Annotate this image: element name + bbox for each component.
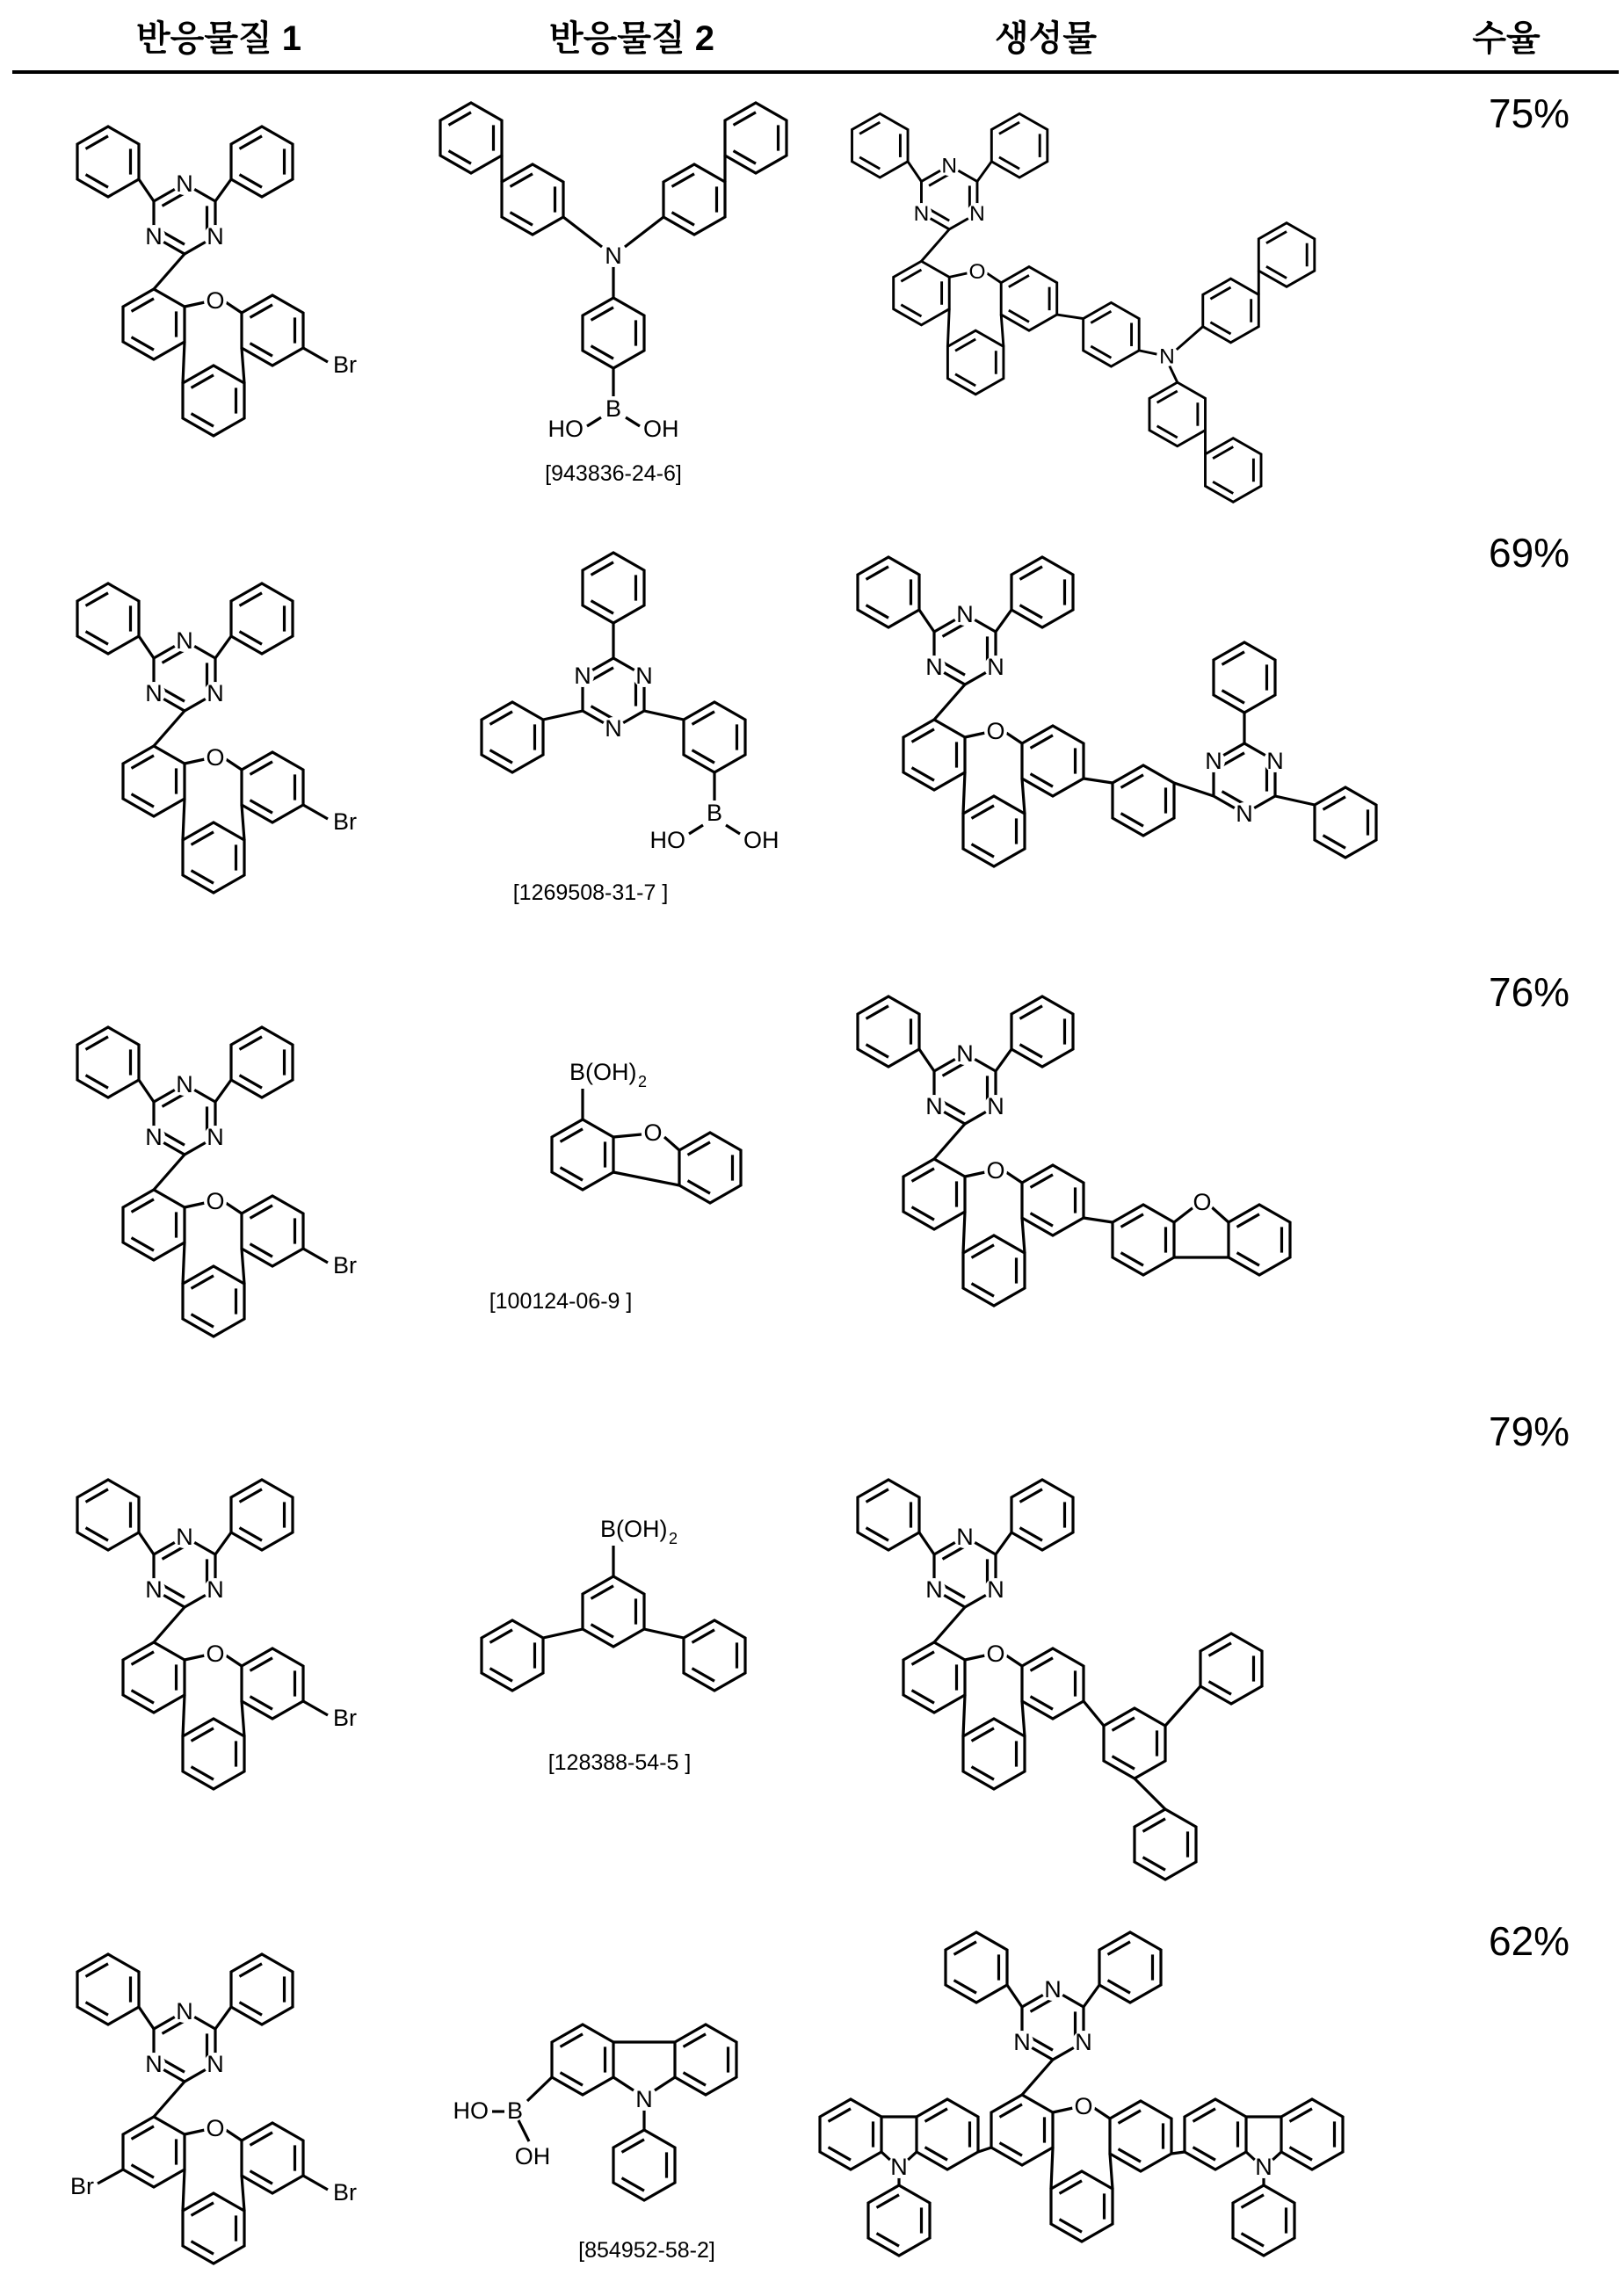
- product-structure-row5: [796, 1901, 1464, 2288]
- reactant1-structure-row3: [25, 953, 394, 1383]
- yield-value: 69%: [1489, 530, 1570, 576]
- reactant2-cell: [404, 1392, 791, 1897]
- nitrogen-label: N: [1236, 800, 1253, 827]
- nitrogen-label: N: [605, 715, 622, 742]
- boronic-acid-label: B(OH): [569, 1059, 637, 1085]
- product-cell: [791, 1392, 1485, 1897]
- reactant1-structure-row2: [25, 513, 394, 944]
- nitrogen-label: N: [635, 663, 653, 689]
- yield-value: 75%: [1489, 91, 1570, 136]
- nitrogen-label: N: [574, 663, 591, 689]
- cas-number: [128388-54-5 ]: [547, 1750, 692, 1775]
- product-cell: [791, 1901, 1485, 2289]
- table-row: [0, 1392, 1624, 1901]
- hydroxyl-label: HO: [453, 2097, 489, 2124]
- cas-number: [943836-24-6]: [545, 461, 682, 486]
- header-product: 생성물: [995, 19, 1097, 58]
- hydroxyl-label: OH: [643, 416, 679, 442]
- boron-label: B: [506, 2097, 524, 2124]
- product-structure-row2: [796, 513, 1464, 944]
- reactant1-cell: [0, 513, 404, 948]
- table-row: [0, 74, 1624, 513]
- reactant1-cell: [0, 953, 404, 1387]
- hydroxyl-label: HO: [547, 416, 584, 442]
- hydroxyl-label: OH: [514, 2143, 551, 2169]
- reactant2-structure-row1: [420, 74, 789, 504]
- nitrogen-label: N: [1255, 2154, 1272, 2180]
- nitrogen-label: N: [1266, 748, 1284, 774]
- nitrogen-label: N: [635, 2086, 653, 2112]
- bromine-label: Br: [70, 2173, 94, 2199]
- product-structure-row3: [796, 953, 1464, 1383]
- table-row: [0, 1901, 1624, 2289]
- product-cell: [791, 513, 1485, 948]
- reactant2-cell: [404, 74, 791, 509]
- cas-number: [1269508-31-7 ]: [512, 880, 669, 905]
- reactant1-structure-row5: [25, 1901, 394, 2288]
- reactant1-cell: [0, 1901, 404, 2289]
- header-reactant-2: 반응물질 2: [549, 19, 714, 58]
- nitrogen-label: N: [890, 2154, 908, 2180]
- reactant2-cell: [404, 1901, 791, 2289]
- hydroxyl-label: OH: [743, 827, 779, 853]
- nitrogen-label: N: [605, 243, 622, 269]
- reactant2-structure-row5: [420, 1901, 789, 2288]
- cas-number: [854952-58-2]: [578, 2238, 715, 2263]
- product-structure-row4: [796, 1392, 1464, 1893]
- reactant1-cell: [0, 74, 404, 509]
- bromine-label: Br: [333, 2179, 357, 2206]
- reactant1-structure-row4: [25, 1392, 394, 1893]
- oxygen-label: O: [643, 1119, 663, 1146]
- reactant2-cell: [404, 513, 791, 948]
- table-row: [0, 953, 1624, 1392]
- reactant1-structure-row1: [25, 74, 394, 504]
- subscript-label: 2: [669, 1530, 678, 1547]
- subscript-label: 2: [638, 1073, 648, 1090]
- table-header: [12, 0, 1619, 74]
- product-cell: [791, 953, 1485, 1387]
- boron-label: B: [706, 800, 723, 826]
- yield-value: 62%: [1489, 1918, 1570, 1964]
- nitrogen-label: N: [1159, 344, 1175, 369]
- reactant2-structure-row2: [420, 513, 789, 944]
- product-structure-row1: [796, 74, 1464, 504]
- reactant2-structure-row3: [420, 953, 789, 1383]
- header-yield: 수율: [1472, 19, 1541, 58]
- reactant2-cell: [404, 953, 791, 1387]
- boron-label: B: [605, 395, 622, 422]
- reactant1-cell: [0, 1392, 404, 1897]
- nitrogen-label: N: [1205, 748, 1222, 774]
- table-row: [0, 513, 1624, 953]
- oxygen-label: O: [1193, 1189, 1212, 1215]
- yield-value: 79%: [1489, 1409, 1570, 1454]
- cas-number: [100124-06-9 ]: [489, 1289, 633, 1314]
- hydroxyl-label: HO: [649, 827, 685, 853]
- product-cell: [791, 74, 1485, 509]
- boronic-acid-label: B(OH): [600, 1516, 668, 1542]
- header-reactant-1: 반응물질 1: [136, 19, 301, 58]
- yield-value: 76%: [1489, 969, 1570, 1015]
- reactant2-structure-row4: [420, 1392, 789, 1893]
